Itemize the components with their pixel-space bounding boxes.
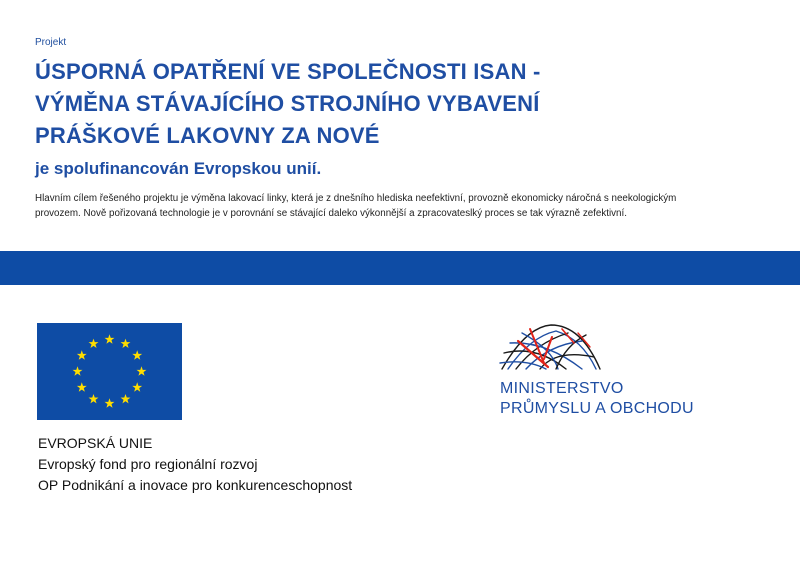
eu-star-icon	[89, 394, 99, 403]
description-line-1: Hlavním cílem řešeného projektu je výměna lakovací linky, která je z dnešního hlediska neefektivní, provozně ekonomicky náročná s neekologickým	[35, 193, 677, 204]
eu-star-icon	[73, 366, 83, 375]
project-title-line-2: VÝMĚNA STÁVAJÍCÍHO STROJNÍHO VYBAVENÍ	[35, 91, 540, 116]
eu-text-line-3: OP Podnikání a inovace pro konkurenceschopnost	[38, 477, 353, 493]
ministry-name	[500, 379, 694, 419]
eu-star-icon	[132, 350, 142, 359]
eu-star-icon	[121, 339, 131, 348]
description-line-2: provozem. Nově pořizovaná technologie je v porovnání se stávající daleko výkonnější a zpracovateslký proces se tak výrazně zefektivní.	[35, 208, 627, 219]
eu-star-icon	[77, 350, 87, 359]
eu-star-icon	[77, 382, 87, 391]
eu-star-icon	[89, 339, 99, 348]
eu-star-icon	[105, 334, 115, 343]
project-description	[35, 191, 775, 221]
blue-divider-band	[0, 251, 800, 285]
project-title-line-3: PRÁŠKOVÉ LAKOVNY ZA NOVÉ	[35, 123, 380, 148]
eu-star-icon	[132, 382, 142, 391]
eu-star-icon	[105, 398, 115, 407]
project-title-line-1: ÚSPORNÁ OPATŘENÍ VE SPOLEČNOSTI ISAN -	[35, 59, 541, 84]
ministry-dome-logo-icon	[496, 323, 606, 375]
project-label: Projekt	[35, 37, 67, 48]
project-title	[35, 56, 755, 152]
cofinanced-statement: je spolufinancován Evropskou unií.	[35, 159, 322, 178]
ministry-name-line-1: MINISTERSTVO	[500, 380, 624, 397]
eu-funding-text	[38, 433, 352, 496]
ministry-logo	[496, 323, 716, 423]
eu-text-line-1: EVROPSKÁ UNIE	[38, 435, 153, 451]
ministry-name-line-2: PRŮMYSLU A OBCHODU	[500, 400, 694, 417]
eu-flag-icon	[37, 323, 182, 420]
eu-star-icon	[121, 394, 131, 403]
eu-star-icon	[137, 366, 147, 375]
eu-text-line-2: Evropský fond pro regionální rozvoj	[38, 456, 258, 472]
